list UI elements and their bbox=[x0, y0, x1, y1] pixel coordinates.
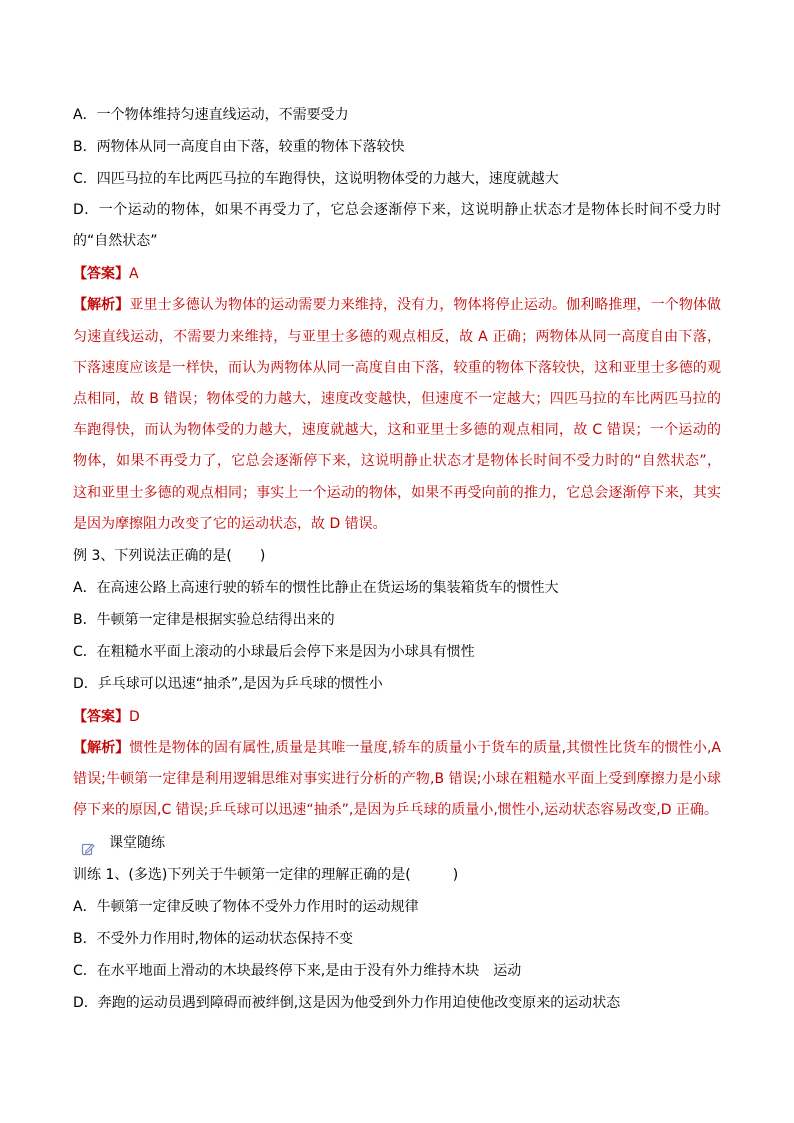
q3-option-c: C．在粗糙水平面上滚动的小球最后会停下来是因为小球具有惯性 bbox=[73, 644, 475, 661]
q3-analysis-tag: 【解析】 bbox=[73, 740, 130, 757]
section-heading bbox=[73, 827, 721, 859]
q2-answer bbox=[73, 258, 721, 290]
q2-option-c: C．四匹马拉的车比两匹马拉的车跑得快，这说明物体受的力越大，速度就越大 bbox=[73, 171, 559, 187]
t1-stem: 训练 1、(多选)下列关于牛顿第一定律的理解正确的是( ) bbox=[73, 866, 459, 883]
q3-option-a: A．在高速公路上高速行驶的轿车的惯性比静止在货运场的集装箱货车的惯性大 bbox=[73, 580, 559, 597]
edit-note-icon bbox=[81, 836, 95, 850]
q2-option-d: D．一个运动的物体，如果不再受力了，它总会逐渐停下来，这说明静止状态才是物体长时间不受力时的“自然状态” bbox=[73, 202, 721, 250]
q2-answer-value: A bbox=[129, 266, 139, 283]
q3-analysis bbox=[73, 733, 721, 827]
t1-option-b: B．不受外力作用时,物体的运动状态保持不变 bbox=[73, 930, 354, 947]
q2-analysis-tag: 【解析】 bbox=[73, 297, 130, 314]
document-page bbox=[73, 99, 721, 1019]
q2-analysis-text: 亚里士多德认为物体的运动需要力来维持，没有力，物体将停止运动。伽利略推理，一个物体做匀速直线运动，不需要力来维持，与亚里士多德的观点相反，故 A 正确；两物体从同一高度自由下落，下落速度应该是一样快，而认为两物体从同一高度自由下落，较重的物体下落较快，这和亚里士多德的观点相同，故 B 错误；物体受的力越大，速度改变越快，但速度不一定越大；四匹马拉的车比两匹马拉的车跑得快，而认为物体受的力越大，速度就越大，这和亚里士多德的观点相同，故 C 错误；一个运动的物体，如果不再受力了，它总会逐渐停下来，这说明静止状态才是物体长时间不受力时的“自然状态”， 这和亚里士多德的观点相同；事实上一个运动的物体，如果不再受向前的推力，它总会逐渐停下来，其实是因为摩擦阻力改变了它的运动状态，故 D 错误。 bbox=[73, 297, 722, 532]
t1-option-d: D．奔跑的运动员遇到障碍而被绊倒,这是因为他受到外力作用迫使他改变原来的运动状态 bbox=[73, 994, 621, 1011]
q2-analysis bbox=[73, 290, 721, 540]
q2-option-b: B．两物体从同一高度自由下落，较重的物体下落较快 bbox=[73, 139, 405, 155]
q3-stem: 例 3、下列说法正确的是( ) bbox=[73, 548, 266, 565]
t1-option-a: A．牛顿第一定律反映了物体不受外力作用时的运动规律 bbox=[73, 898, 419, 915]
q3-answer-value: D bbox=[129, 709, 140, 726]
q3-answer bbox=[73, 701, 721, 733]
q3-answer-tag: 【答案】 bbox=[73, 709, 129, 726]
q3-option-b: B．牛顿第一定律是根据实验总结得出来的 bbox=[73, 612, 335, 629]
q3-analysis-text: 惯性是物体的固有属性,质量是其唯一量度,轿车的质量小于货车的质量,其惯性比货车的惯性小,A 错误;牛顿第一定律是利用逻辑思维对事实进行分析的产物,B 错误;小球在粗糙水平面上受到摩擦力是小球停下来的原因,C 错误;乒乓球可以迅速“抽杀”,是因为乒乓球的质量小,惯性小,运动状态容易改变,D 正确。 bbox=[73, 740, 721, 819]
section-title: 课堂随练 bbox=[109, 834, 165, 851]
q2-option-a: A．一个物体维持匀速直线运动，不需要受力 bbox=[73, 107, 349, 123]
q2-answer-tag: 【答案】 bbox=[73, 266, 129, 283]
q3-option-d: D．乒乓球可以迅速“抽杀”,是因为乒乓球的惯性小 bbox=[73, 676, 383, 693]
t1-option-c: C．在水平地面上滑动的木块最终停下来,是由于没有外力维持木块 运动 bbox=[73, 962, 522, 979]
